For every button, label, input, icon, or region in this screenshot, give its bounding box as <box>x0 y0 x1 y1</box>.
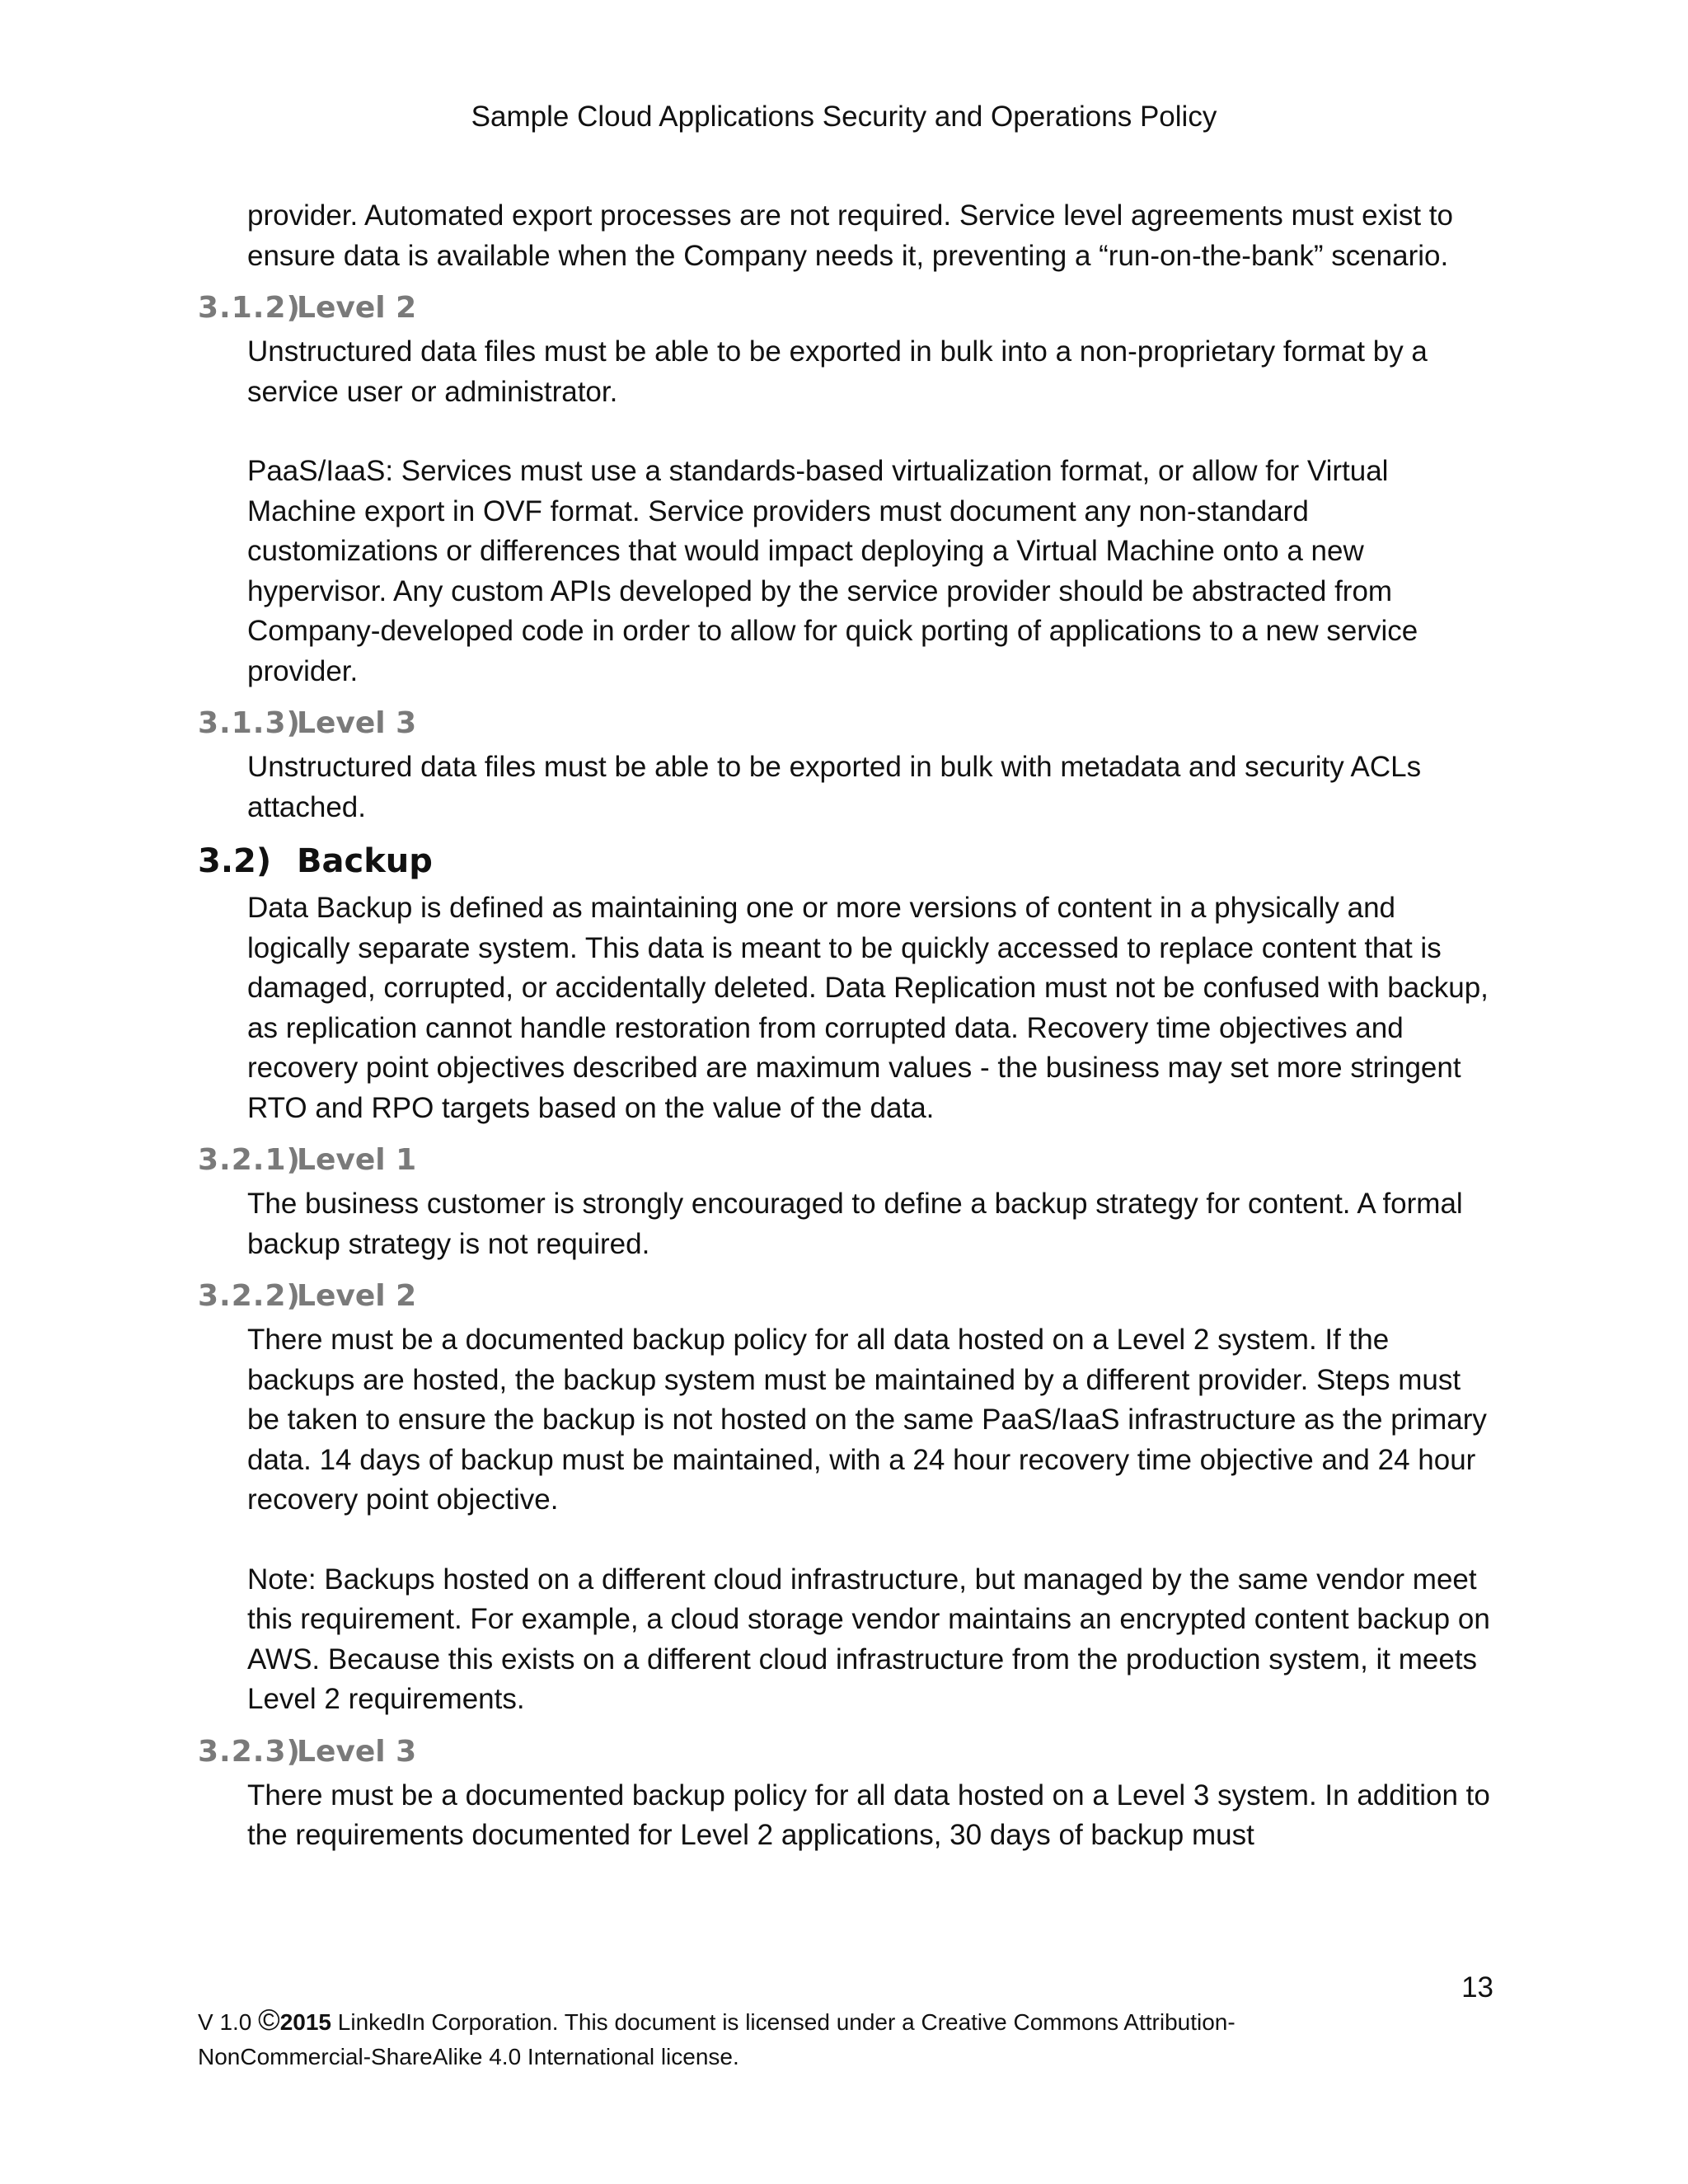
paragraph-3-2-3: There must be a documented backup policy for all data hosted on a Level 3 system. In addition to the requirements documented for Level 2 applications, 30 days of backup must <box>247 1779 1490 1851</box>
section-title: Level 3 <box>297 1734 417 1769</box>
section-heading-3-2-3 <box>198 1732 1500 1773</box>
paragraph-3-2: Data Backup is defined as maintaining one or more versions of content in a physically and logically separate system. This data is meant to be quickly accessed to replace content that is damaged, corrupted, or accidentally deleted. Data Replication must not be confused with backup, as replication cannot handle restoration from corrupted data. Recovery time objectives and recovery point objectives described are maximum values - the business may set more stringent RTO and RPO targets based on the value of the data. <box>247 892 1489 1124</box>
paragraph-3-2-2-b: Note: Backups hosted on a different cloud infrastructure, but managed by the same vendor meet this requirement. For example, a cloud storage vendor maintains an encrypted content backup on AWS. Because this exists on a different cloud infrastructure from the production system, it meets Level 2 requirements. <box>247 1563 1490 1715</box>
section-heading-3-2 <box>198 839 1500 883</box>
section-title: Level 1 <box>297 1143 417 1177</box>
footer-license-text: LinkedIn Corporation. This document is licensed under a Creative Commons Attribution- <box>331 2009 1236 2035</box>
section-heading-3-2-2 <box>198 1276 1500 1317</box>
footer-line-2: NonCommercial-ShareAlike 4.0 International license. <box>198 2044 739 2069</box>
paragraph-3-1-2-b: PaaS/IaaS: Services must use a standards-based virtualization format, or allow for Virtual Machine export in OVF format. Service providers must document any non-standard customizations or differences that would impact deploying a Virtual Machine onto a new hypervisor. Any custom APIs developed by the service provider should be abstracted from Company-developed code in order to allow for quick porting of applications to a new service provider. <box>247 455 1418 687</box>
paragraph-3-2-2-a: There must be a documented backup policy for all data hosted on a Level 2 system. If the backups are hosted, the backup system must be maintained by a different provider. Steps must be taken to ensure the backup is not hosted on the same PaaS/IaaS infrastructure as the primary data. 14 days of backup must be maintained, with a 24 hour recovery time objective and 24 hour recovery point objective. <box>247 1324 1487 1516</box>
section-title: Level 3 <box>297 706 417 740</box>
running-header: Sample Cloud Applications Security and Operations Policy <box>471 101 1217 133</box>
section-title: Backup <box>297 842 433 880</box>
section-number: 3.2.2) <box>198 1279 301 1313</box>
section-number: 3.1.2) <box>198 291 301 325</box>
section-title: Level 2 <box>297 291 417 325</box>
section-number: 3.2.3) <box>198 1734 301 1769</box>
footer-year: 2015 <box>279 2009 331 2035</box>
copyright-icon: © <box>258 2003 280 2036</box>
section-number: 3.1.3) <box>198 706 301 740</box>
footer-version: V 1.0 <box>198 2009 259 2035</box>
paragraph-intro: provider. Automated export processes are not required. Service level agreements must exist to ensure data is available when the Company needs it, preventing a “run-on-the-bank” scenario. <box>247 199 1453 272</box>
paragraph-3-2-1: The business customer is strongly encouraged to define a backup strategy for content. A formal backup strategy is not required. <box>247 1188 1463 1260</box>
page-content <box>198 196 1500 1856</box>
section-title: Level 2 <box>297 1279 417 1313</box>
section-heading-3-2-1 <box>198 1140 1500 1181</box>
section-heading-3-1-2 <box>198 288 1500 329</box>
section-number: 3.2) <box>198 842 272 880</box>
footer-line-1 <box>198 2003 1599 2040</box>
paragraph-3-1-2-a: Unstructured data files must be able to be exported in bulk into a non-proprietary format by a service user or administrator. <box>247 335 1428 408</box>
paragraph-3-1-3: Unstructured data files must be able to be exported in bulk with metadata and security ACLs attached. <box>247 751 1422 823</box>
section-number: 3.2.1) <box>198 1143 301 1177</box>
license-footer <box>198 2003 1599 2074</box>
section-heading-3-1-3 <box>198 703 1500 744</box>
page-number: 13 <box>1461 1971 1493 2004</box>
